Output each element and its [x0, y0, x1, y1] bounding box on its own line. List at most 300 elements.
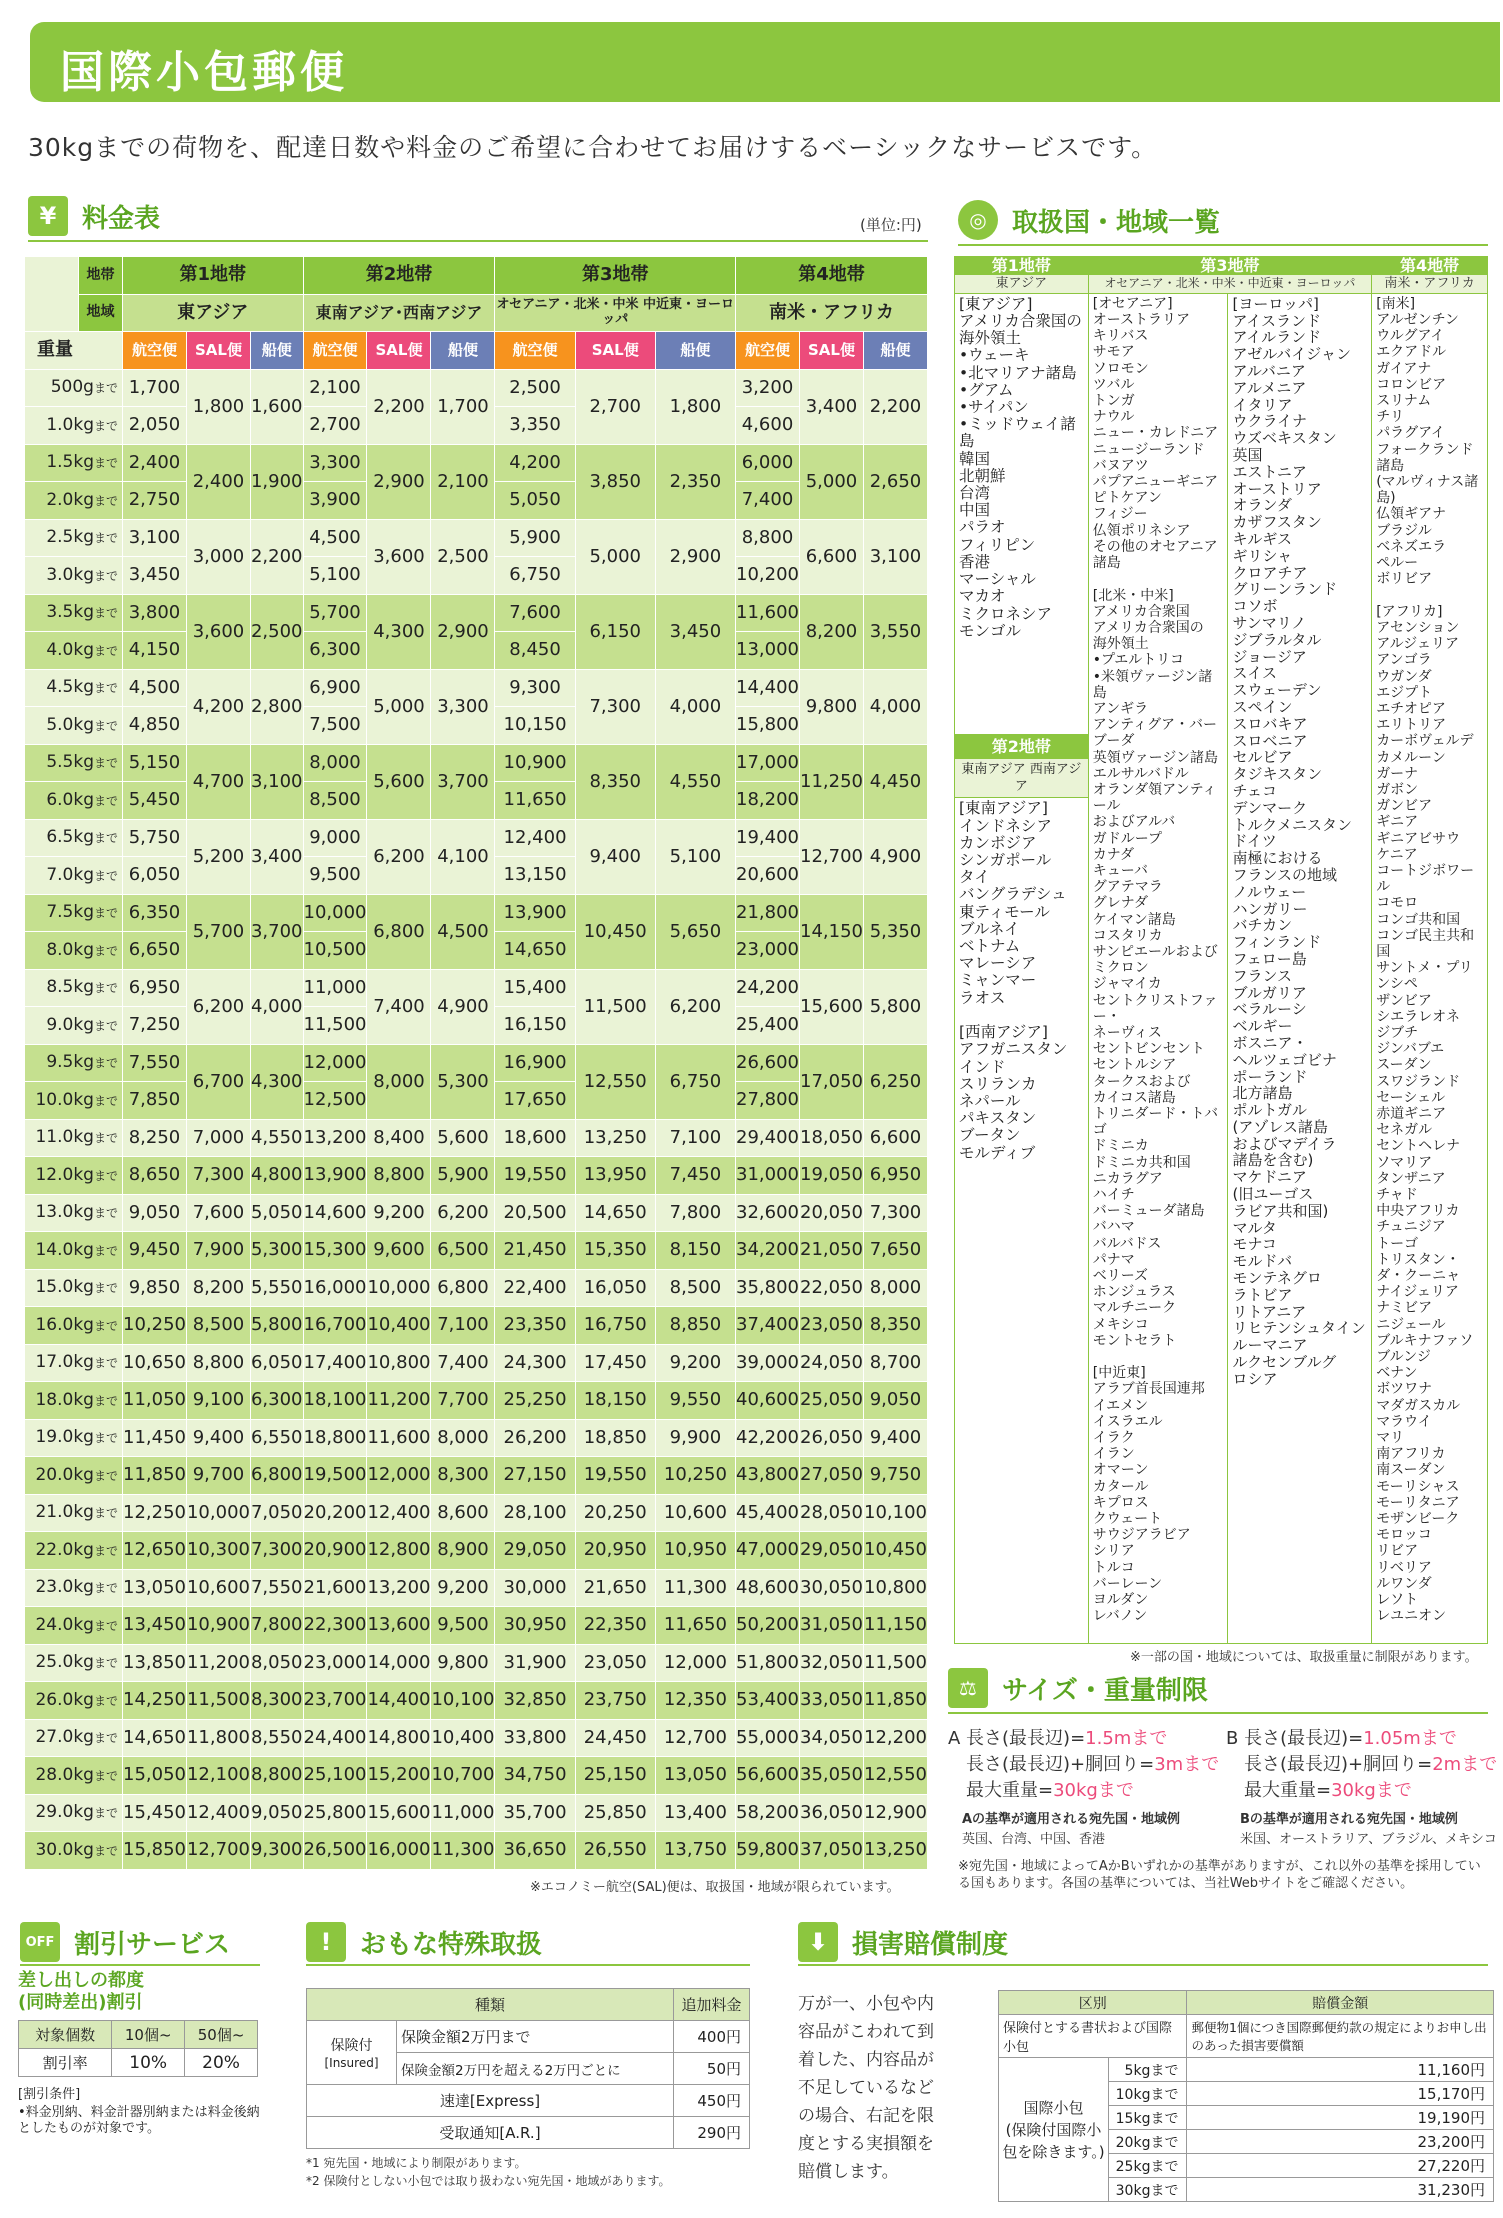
- c-zone-2: 第2地帯: [955, 734, 1088, 759]
- sal-rate: 20,050: [800, 1194, 864, 1232]
- sea-rate: 5,800: [863, 969, 927, 1044]
- air-rate: 5,900: [495, 519, 575, 557]
- weight-value: 5.5kg: [46, 752, 94, 773]
- weight-suffix: まで: [93, 1618, 118, 1633]
- size-divider: [948, 1712, 1488, 1714]
- air-rate: 6,750: [495, 557, 575, 595]
- air-rate: 14,650: [123, 1719, 187, 1757]
- air-rate: 6,050: [123, 857, 187, 895]
- air-rate: 15,400: [495, 969, 575, 1007]
- sal-rate: 20,950: [575, 1532, 655, 1570]
- sea-rate: 10,100: [431, 1682, 495, 1720]
- weight-suffix: まで: [93, 493, 118, 508]
- air-rate: 8,500: [303, 782, 367, 820]
- sal-rate: 9,400: [575, 819, 655, 894]
- air-rate: 2,700: [303, 407, 367, 445]
- air-rate: 26,500: [303, 1832, 367, 1870]
- sal-rate: 18,150: [575, 1382, 655, 1420]
- sal-rate: 21,050: [800, 1232, 864, 1270]
- sal-rate: 31,050: [800, 1607, 864, 1645]
- air-rate: 3,200: [736, 369, 800, 407]
- weight-suffix: まで: [93, 1431, 118, 1446]
- size-b3-value: 30kgまで: [1331, 1780, 1412, 1801]
- air-rate: 12,000: [303, 1044, 367, 1082]
- sea-rate: 3,700: [431, 744, 495, 819]
- sal-rate: 9,600: [367, 1232, 431, 1270]
- sal-rate: 9,200: [367, 1194, 431, 1232]
- weight-suffix: まで: [93, 718, 118, 733]
- weight-value: 19.0kg: [35, 1427, 94, 1448]
- air-rate: 6,650: [123, 932, 187, 970]
- air-rate: 7,500: [303, 707, 367, 745]
- air-rate: 13,900: [303, 1157, 367, 1195]
- c-region-1: 東アジア: [955, 275, 1089, 293]
- weight-suffix: まで: [93, 1806, 118, 1821]
- air-rate: 10,900: [495, 744, 575, 782]
- air-rate: 15,850: [123, 1832, 187, 1870]
- c-region-4: 南米・アフリカ: [1372, 275, 1488, 293]
- weight-suffix: まで: [93, 568, 118, 583]
- sal-rate: 9,800: [800, 669, 864, 744]
- weight-cell: [25, 1044, 123, 1082]
- sea-rate: 7,450: [655, 1157, 735, 1195]
- method-air-4: 航空便: [736, 332, 800, 370]
- method-air-1: 航空便: [123, 332, 187, 370]
- weight-suffix: まで: [93, 1318, 118, 1333]
- size-b1-label: B 長さ(最長辺)=: [1226, 1728, 1364, 1749]
- size-b3-label: 最大重量=: [1244, 1780, 1332, 1801]
- sal-rate: 36,050: [800, 1794, 864, 1832]
- air-rate: 23,350: [495, 1307, 575, 1345]
- air-rate: 47,000: [736, 1532, 800, 1570]
- sea-rate: 4,450: [863, 744, 927, 819]
- weight-suffix: まで: [93, 1093, 118, 1108]
- c-list-1: [東アジア] アメリカ合衆国の 海外領土 •ウェーキ •北マリアナ諸島 •グアム •サイパン •ミッドウェイ諸島 韓国 北朝鮮 台湾 中国 パラオ フィリピン 香港 マーシャル マカオ ミクロネシア モンゴル: [959, 294, 1082, 640]
- sal-rate: 10,400: [367, 1307, 431, 1345]
- size-a1-label: A 長さ(最長辺)=: [948, 1728, 1086, 1749]
- weight-cell: [25, 1832, 123, 1870]
- air-rate: 53,400: [736, 1682, 800, 1720]
- sea-rate: 8,350: [863, 1307, 927, 1345]
- sal-rate: 13,950: [575, 1157, 655, 1195]
- air-rate: 11,500: [303, 1007, 367, 1045]
- sea-rate: 12,900: [863, 1794, 927, 1832]
- sal-rate: 27,050: [800, 1457, 864, 1495]
- sal-rate: 6,200: [367, 819, 431, 894]
- air-rate: 36,650: [495, 1832, 575, 1870]
- sal-rate: 14,400: [367, 1682, 431, 1720]
- air-rate: 18,800: [303, 1419, 367, 1457]
- svc-ins: [307, 2021, 397, 2085]
- weight-cell: [25, 1457, 123, 1495]
- air-rate: 19,550: [495, 1157, 575, 1195]
- weight-suffix: まで: [93, 1018, 118, 1033]
- air-rate: 4,500: [303, 519, 367, 557]
- sea-rate: 6,200: [431, 1194, 495, 1232]
- air-rate: 17,650: [495, 1082, 575, 1120]
- sal-rate: 4,700: [186, 744, 250, 819]
- sal-rate: 16,050: [575, 1269, 655, 1307]
- sea-rate: 9,750: [863, 1457, 927, 1495]
- air-rate: 24,300: [495, 1344, 575, 1382]
- rate-table: [24, 256, 928, 1870]
- sal-rate: 19,050: [800, 1157, 864, 1195]
- weight-suffix: まで: [93, 793, 118, 808]
- sea-rate: 9,900: [655, 1419, 735, 1457]
- sal-rate: 10,000: [367, 1269, 431, 1307]
- sal-rate: 19,550: [575, 1457, 655, 1495]
- air-rate: 16,900: [495, 1044, 575, 1082]
- rate-row: [25, 669, 928, 707]
- air-rate: 12,400: [495, 819, 575, 857]
- weight-cell: [25, 1344, 123, 1382]
- size-b-ex: 米国、オーストラリア、ブラジル、メキシコ: [1240, 1832, 1497, 1847]
- c-region-3: オセアニア・北米・中米・中近東・ヨーロッパ: [1088, 275, 1371, 293]
- sal-rate: 4,200: [186, 669, 250, 744]
- region-4: 南米・アフリカ: [736, 294, 928, 332]
- rate-row: [25, 1832, 928, 1870]
- weight-cell: [25, 594, 123, 632]
- weight-value: 15.0kg: [35, 1277, 94, 1298]
- special-header: [306, 1922, 542, 1962]
- sea-rate: 7,050: [250, 1494, 303, 1532]
- air-rate: 21,600: [303, 1569, 367, 1607]
- svc-ins-en: [Insured]: [324, 2055, 379, 2070]
- disc-v2: 20%: [185, 2049, 258, 2077]
- weight-suffix: まで: [93, 868, 118, 883]
- c-zone-1: 第1地帯: [955, 257, 1089, 275]
- air-rate: 22,300: [303, 1607, 367, 1645]
- sea-rate: 1,900: [250, 444, 303, 519]
- sal-rate: 16,000: [367, 1832, 431, 1870]
- weight-suffix: まで: [93, 906, 118, 921]
- size-title: サイズ・重量制限: [1002, 1675, 1208, 1706]
- weight-value: 30.0kg: [35, 1839, 94, 1860]
- sal-rate: 1,800: [186, 369, 250, 444]
- sea-rate: 8,700: [863, 1344, 927, 1382]
- sal-rate: 22,350: [575, 1607, 655, 1645]
- method-air-3: 航空便: [495, 332, 575, 370]
- weight-value: 500g: [50, 377, 94, 398]
- sea-rate: 10,250: [655, 1457, 735, 1495]
- air-rate: 27,150: [495, 1457, 575, 1495]
- sal-rate: 21,650: [575, 1569, 655, 1607]
- air-rate: 9,450: [123, 1232, 187, 1270]
- sea-rate: 5,600: [431, 1119, 495, 1157]
- sal-rate: 30,050: [800, 1569, 864, 1607]
- rate-row: [25, 1682, 928, 1720]
- weight-suffix: まで: [93, 681, 118, 696]
- sal-rate: 9,100: [186, 1382, 250, 1420]
- weight-suffix: まで: [93, 981, 118, 996]
- rate-row: [25, 1532, 928, 1570]
- sal-rate: 2,700: [575, 369, 655, 444]
- sal-rate: 37,050: [800, 1832, 864, 1870]
- discount-divider: [20, 1964, 260, 1966]
- weight-value: 17.0kg: [35, 1352, 94, 1373]
- sea-rate: 4,000: [250, 969, 303, 1044]
- air-rate: 12,250: [123, 1494, 187, 1532]
- size-b1-value: 1.05mまで: [1363, 1728, 1457, 1749]
- sal-rate: 5,700: [186, 894, 250, 969]
- air-rate: 39,000: [736, 1344, 800, 1382]
- air-rate: 27,800: [736, 1082, 800, 1120]
- sal-rate: 5,000: [575, 519, 655, 594]
- air-rate: 15,450: [123, 1794, 187, 1832]
- svc-note-1: *1 宛先国・地域により制限があります。: [306, 2156, 527, 2170]
- weight-suffix: まで: [93, 1581, 118, 1596]
- sal-rate: 23,050: [800, 1307, 864, 1345]
- sal-rate: 7,400: [367, 969, 431, 1044]
- discount-h2: (同時差出)割引: [18, 1992, 143, 2013]
- comp-text: 万が一、小包や内容品がこわれて到着した、内容品が不足しているなどの場合、右記を限度とする実損額を賠償します。: [798, 1994, 934, 2182]
- sea-rate: 9,500: [431, 1607, 495, 1645]
- rate-row: [25, 1382, 928, 1420]
- sea-rate: 4,500: [431, 894, 495, 969]
- sal-rate: 6,150: [575, 594, 655, 669]
- air-rate: 5,050: [495, 482, 575, 520]
- sea-rate: 13,750: [655, 1832, 735, 1870]
- air-rate: 20,900: [303, 1532, 367, 1570]
- method-sal-4: SAL便: [800, 332, 864, 370]
- sal-rate: 18,050: [800, 1119, 864, 1157]
- sea-rate: 12,200: [863, 1719, 927, 1757]
- sea-rate: 5,550: [250, 1269, 303, 1307]
- weight-cell: [25, 1682, 123, 1720]
- sea-rate: 7,100: [655, 1119, 735, 1157]
- sal-rate: 17,450: [575, 1344, 655, 1382]
- air-rate: 17,400: [303, 1344, 367, 1382]
- country-table: [954, 256, 1488, 1644]
- sal-rate: 26,050: [800, 1419, 864, 1457]
- sal-rate: 26,550: [575, 1832, 655, 1870]
- size-b2: [1244, 1750, 1497, 1776]
- svc-r4: 受取通知[A.R.]: [307, 2117, 674, 2149]
- air-rate: 2,500: [495, 369, 575, 407]
- sal-rate: 14,650: [575, 1194, 655, 1232]
- air-rate: 8,800: [736, 519, 800, 557]
- weight-cell: [25, 744, 123, 782]
- air-rate: 15,800: [736, 707, 800, 745]
- rate-row: [25, 444, 928, 482]
- sea-rate: 1,600: [250, 369, 303, 444]
- sea-rate: 2,500: [250, 594, 303, 669]
- c-col-3b: [1228, 293, 1372, 1643]
- air-rate: 4,200: [495, 444, 575, 482]
- sal-rate: 5,000: [800, 444, 864, 519]
- air-rate: 48,600: [736, 1569, 800, 1607]
- air-rate: 3,800: [123, 594, 187, 632]
- air-rate: 25,800: [303, 1794, 367, 1832]
- sal-rate: 14,000: [367, 1644, 431, 1682]
- weight-cell: [25, 557, 123, 595]
- weight-value: 13.0kg: [35, 1202, 94, 1223]
- globe-icon: ◎: [958, 200, 998, 240]
- sal-rate: 11,500: [575, 969, 655, 1044]
- sal-rate: 10,600: [186, 1569, 250, 1607]
- sea-rate: 10,100: [863, 1494, 927, 1532]
- sal-rate: 8,200: [186, 1269, 250, 1307]
- country-note: ※一部の国・地域については、取扱重量に制限があります。: [1130, 1650, 1478, 1665]
- air-rate: 2,400: [123, 444, 187, 482]
- sea-rate: 11,300: [431, 1832, 495, 1870]
- sea-rate: 3,300: [431, 669, 495, 744]
- sea-rate: 7,400: [431, 1344, 495, 1382]
- sea-rate: 5,300: [431, 1044, 495, 1119]
- air-rate: 25,400: [736, 1007, 800, 1045]
- air-rate: 11,050: [123, 1382, 187, 1420]
- sal-rate: 6,700: [186, 1044, 250, 1119]
- sal-rate: 3,600: [186, 594, 250, 669]
- sal-rate: 7,300: [575, 669, 655, 744]
- air-rate: 7,550: [123, 1044, 187, 1082]
- air-rate: 3,900: [303, 482, 367, 520]
- air-rate: 10,250: [123, 1307, 187, 1345]
- sea-rate: 4,550: [250, 1119, 303, 1157]
- sea-rate: 7,650: [863, 1232, 927, 1270]
- sea-rate: 6,800: [431, 1269, 495, 1307]
- sea-rate: 7,300: [863, 1194, 927, 1232]
- rate-row: [25, 519, 928, 557]
- weight-value: 9.5kg: [46, 1052, 94, 1073]
- sea-rate: 10,800: [863, 1569, 927, 1607]
- sal-rate: 12,700: [186, 1832, 250, 1870]
- weight-value: 11.0kg: [35, 1127, 94, 1148]
- sal-rate: 12,400: [186, 1794, 250, 1832]
- sea-rate: 10,450: [863, 1532, 927, 1570]
- comp-amount: 11,160円: [1187, 2058, 1494, 2082]
- comp-amount: 31,230円: [1187, 2178, 1494, 2202]
- air-rate: 34,750: [495, 1757, 575, 1795]
- sal-rate: 5,000: [367, 669, 431, 744]
- comp-h-amt: 賠償金額: [1187, 1991, 1494, 2015]
- weight-suffix: まで: [93, 1206, 118, 1221]
- c-col-zone12: [955, 293, 1089, 1643]
- air-rate: 35,700: [495, 1794, 575, 1832]
- air-rate: 11,600: [736, 594, 800, 632]
- sea-rate: 6,750: [655, 1044, 735, 1119]
- air-rate: 2,100: [303, 369, 367, 407]
- sea-rate: 9,800: [431, 1644, 495, 1682]
- weight-value: 3.5kg: [46, 602, 94, 623]
- sal-rate: 10,800: [367, 1344, 431, 1382]
- sea-rate: 3,400: [250, 819, 303, 894]
- special-title: おもな特殊取扱: [360, 1929, 543, 1960]
- air-rate: 6,300: [303, 632, 367, 670]
- rate-row: [25, 1794, 928, 1832]
- air-rate: 8,450: [495, 632, 575, 670]
- air-rate: 13,150: [495, 857, 575, 895]
- air-rate: 7,250: [123, 1007, 187, 1045]
- sea-rate: 3,100: [863, 519, 927, 594]
- air-rate: 18,200: [736, 782, 800, 820]
- weight-cell: [25, 932, 123, 970]
- weight-value: 12.0kg: [35, 1164, 94, 1185]
- air-rate: 31,900: [495, 1644, 575, 1682]
- air-rate: 17,000: [736, 744, 800, 782]
- sal-rate: 33,050: [800, 1682, 864, 1720]
- weight-cell: [25, 444, 123, 482]
- weight-value: 16.0kg: [35, 1314, 94, 1335]
- sea-rate: 6,550: [250, 1419, 303, 1457]
- svc-f3: 450円: [674, 2085, 750, 2117]
- weight-cell: [25, 1194, 123, 1232]
- disc-col1: 10個~: [112, 2021, 185, 2049]
- zone-2: 第2地帯: [303, 257, 495, 295]
- comp-weight: 20kgまで: [1109, 2130, 1187, 2154]
- sal-rate: 9,700: [186, 1457, 250, 1495]
- weight-suffix: まで: [93, 1056, 118, 1071]
- sal-rate: 8,800: [367, 1157, 431, 1195]
- sea-rate: 2,350: [655, 444, 735, 519]
- air-rate: 5,100: [303, 557, 367, 595]
- rate-row: [25, 1044, 928, 1082]
- rates-header: [28, 196, 160, 236]
- weight-value: 23.0kg: [35, 1577, 94, 1598]
- weight-suffix: まで: [93, 1131, 118, 1146]
- air-rate: 13,900: [495, 894, 575, 932]
- weight-cell: [25, 1269, 123, 1307]
- air-rate: 28,100: [495, 1494, 575, 1532]
- zone-3: 第3地帯: [495, 257, 736, 295]
- intro-text: 30kgまでの荷物を、配達日数や料金のご希望に合わせてお届けするベーシックなサービスです。: [28, 133, 1158, 162]
- weight-cell: [25, 407, 123, 445]
- sea-rate: 3,450: [655, 594, 735, 669]
- weight-cell: [25, 857, 123, 895]
- rate-row: [25, 819, 928, 857]
- zone-4: 第4地帯: [736, 257, 928, 295]
- sal-rate: 34,050: [800, 1719, 864, 1757]
- rate-row: [25, 1232, 928, 1270]
- weight-cell: [25, 369, 123, 407]
- air-rate: 9,050: [123, 1194, 187, 1232]
- air-rate: 33,800: [495, 1719, 575, 1757]
- air-rate: 11,650: [495, 782, 575, 820]
- air-rate: 23,700: [303, 1682, 367, 1720]
- sea-rate: 2,650: [863, 444, 927, 519]
- sal-rate: 13,250: [575, 1119, 655, 1157]
- weight-cell: [25, 1719, 123, 1757]
- sal-rate: 8,350: [575, 744, 655, 819]
- sea-rate: 13,400: [655, 1794, 735, 1832]
- discount-h1: 差し出しの都度: [18, 1970, 144, 1991]
- sea-rate: 8,300: [431, 1457, 495, 1495]
- sea-rate: 9,050: [250, 1794, 303, 1832]
- sal-rate: 11,200: [186, 1644, 250, 1682]
- region-1: 東アジア: [123, 294, 304, 332]
- sea-rate: 4,900: [863, 819, 927, 894]
- comp-weight: 10kgまで: [1109, 2082, 1187, 2106]
- sea-rate: 5,350: [863, 894, 927, 969]
- sal-rate: 12,100: [186, 1757, 250, 1795]
- sea-rate: 9,550: [655, 1382, 735, 1420]
- weight-value: 7.5kg: [46, 902, 94, 923]
- sal-rate: 8,000: [367, 1044, 431, 1119]
- sea-rate: 2,800: [250, 669, 303, 744]
- sal-rate: 28,050: [800, 1494, 864, 1532]
- air-rate: 25,250: [495, 1382, 575, 1420]
- weight-cell: [25, 1007, 123, 1045]
- air-rate: 18,100: [303, 1382, 367, 1420]
- air-rate: 30,000: [495, 1569, 575, 1607]
- weight-cell: [25, 1494, 123, 1532]
- air-rate: 3,300: [303, 444, 367, 482]
- sea-rate: 2,100: [431, 444, 495, 519]
- weight-suffix: まで: [93, 456, 118, 471]
- svc-note-2: *2 保険付としない小包では取り扱わない宛先国・地域があります。: [306, 2174, 671, 2188]
- air-rate: 15,300: [303, 1232, 367, 1270]
- sea-rate: 4,300: [250, 1044, 303, 1119]
